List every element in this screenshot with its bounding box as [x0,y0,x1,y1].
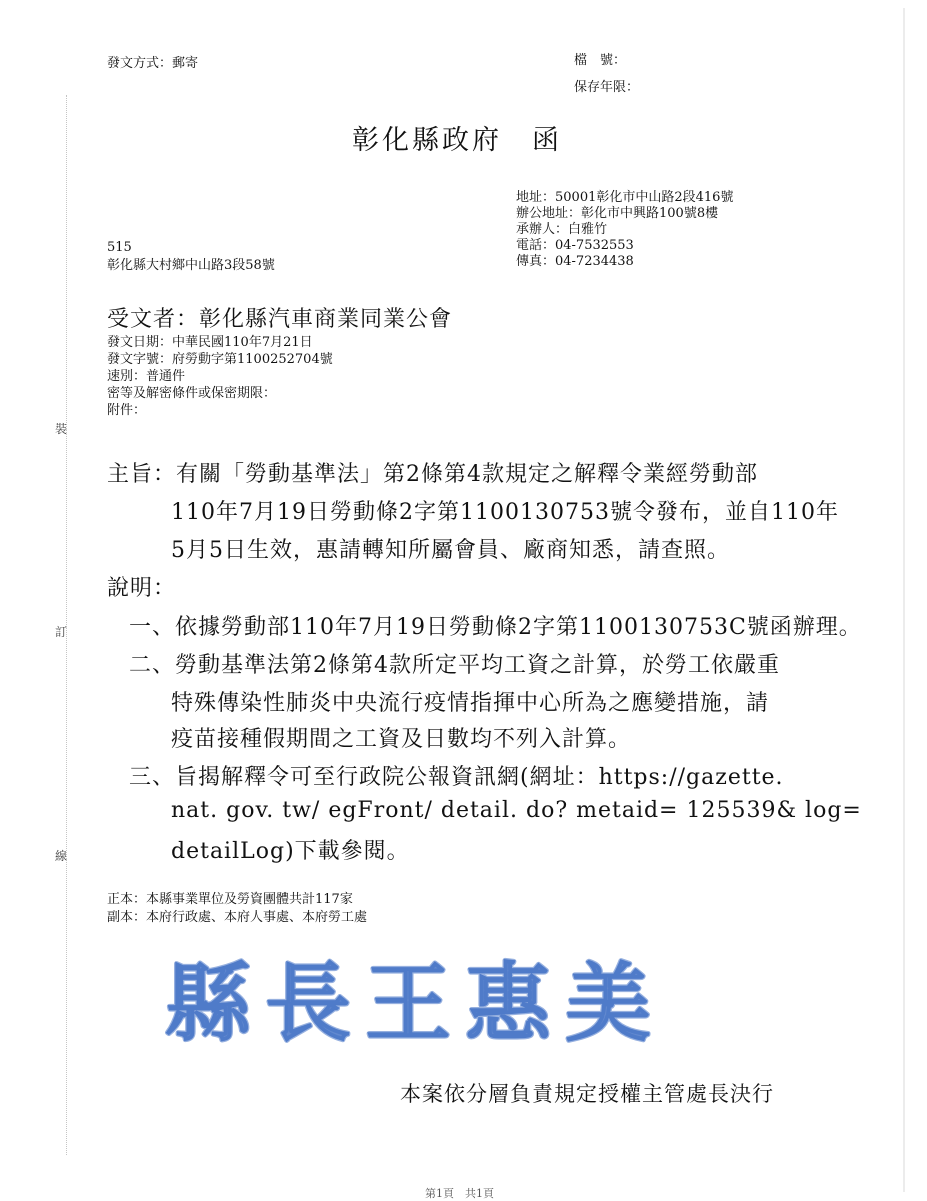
secrecy-level: 密等及解密條件或保密期限： [107,386,277,401]
sender-address: 地址：50001彰化市中山路2段416號 [516,190,734,205]
send-method: 發文方式：郵寄 [107,56,199,71]
authorization-note: 本案依分層負責規定授權主管處長決行 [400,1082,774,1106]
margin-mark-xian: 線 [55,849,68,863]
magistrate-signature-stamp [145,945,685,1075]
explanation-item-3-line-3: detailLog)下載參閱。 [171,839,410,864]
document-number: 發文字號：府勞動字第1100252704號 [107,352,333,367]
issue-date: 發文日期：中華民國110年7月21日 [107,335,313,350]
margin-mark-zhuang: 裝 [55,422,68,436]
page-number: 第1頁 共1頁 [425,1187,494,1200]
explanation-item-1: 一、依據勞動部110年7月19日勞動條2字第1100130753C號函辦理。 [129,615,862,640]
attachment-line: 附件： [107,403,147,418]
explanation-item-2-line-3: 疫苗接種假期間之工資及日數均不列入計算。 [171,727,632,752]
svg-text:縣長王惠美: 縣長王惠美 [165,953,665,1054]
sender-phone: 電話：04-7532553 [516,238,634,253]
recipient-zip: 515 [107,240,132,255]
delivery-speed: 速別：普通件 [107,369,186,384]
explanation-item-3-line-2: nat. gov. tw/ egFront/ detail. do? metaid= 125539& log= [171,798,862,823]
explanation-item-2-line-1: 二、勞動基準法第2條第4款所定平均工資之計算，於勞工依嚴重 [129,653,780,678]
explanation-heading: 說明： [107,576,177,601]
margin-mark-ding: 訂 [55,625,68,639]
recipient-line: 受文者：彰化縣汽車商業同業公會 [107,307,453,332]
recipient-street: 彰化縣大村鄉中山路3段58號 [107,258,275,273]
sender-fax: 傳真：04-7234438 [516,254,634,269]
sender-handler: 承辦人：白雅竹 [516,222,608,237]
explanation-item-3-line-1: 三、旨揭解釋令可至行政院公報資訊網(網址：https://gazette. [129,765,784,790]
subject-line-1: 主旨：有關「勞動基準法」第2條第4款規定之解釋令業經勞動部 [107,462,758,487]
sender-office-address: 辦公地址：彰化市中興路100號8樓 [516,206,719,221]
subject-line-3: 5月5日生效，惠請轉知所屬會員、廠商知悉，請查照。 [171,538,730,563]
retention-period: 保存年限： [574,80,640,95]
document-title: 彰化縣政府 函 [352,125,562,156]
file-number: 檔 號： [574,53,627,68]
explanation-item-2-line-2: 特殊傳染性肺炎中央流行疫情指揮中心所為之應變措施，請 [171,691,770,716]
page-edge-line [903,8,905,1192]
subject-line-2: 110年7月19日勞動條2字第1100130753號令發布，並自110年 [171,500,839,525]
distribution-original: 正本：本縣事業單位及勞資團體共計117家 [107,892,353,907]
distribution-copy: 副本：本府行政處、本府人事處、本府勞工處 [107,910,368,925]
